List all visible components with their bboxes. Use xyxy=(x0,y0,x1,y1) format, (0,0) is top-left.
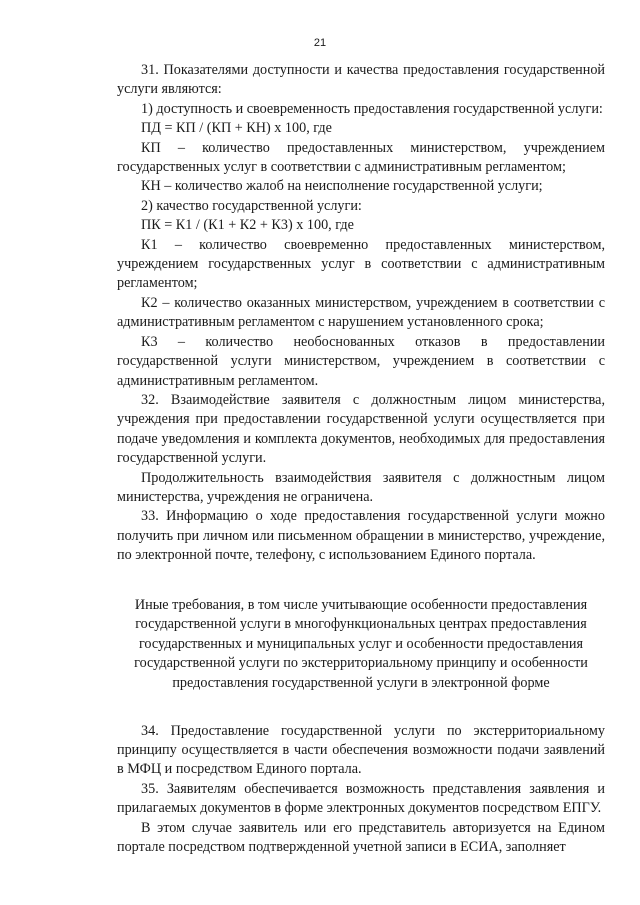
page-number: 21 xyxy=(313,37,327,49)
list-item-quality: 2) качество государственной услуги: xyxy=(141,197,362,214)
paragraph-32-duration: Продолжительность взаимодействия заявителя с должностным лицом министерства, учреждения не ограничена. xyxy=(117,469,605,505)
list-item-accessibility: 1) доступность и своевременность предоставления государственной услуги: xyxy=(141,100,603,117)
definition-kp: КП – количество предоставленных министерством, учреждением государственных услуг в соответствии с административным регламентом; xyxy=(117,139,605,176)
formula-pk: ПК = К1 / (К1 + К2 + К3) х 100, где xyxy=(141,217,354,234)
formula-pd: ПД = КП / (КП + КН) х 100, где xyxy=(141,120,332,137)
paragraph-35: 35. Заявителям обеспечивается возможность представления заявления и прилагаемых документов в форме электронных документов посредством ЕПГУ. xyxy=(117,780,605,817)
paragraph-31: 31. Показателями доступности и качества предоставления государственной услуги являются: xyxy=(117,62,605,98)
definition-k1: К1 – количество своевременно предоставленных министерством, учреждением государственных услуг в соответствии с административным регламентом; xyxy=(117,236,605,292)
document-body xyxy=(117,61,605,857)
paragraph-35-authorization: В этом случае заявитель или его представитель авторизуется на Едином портале посредством подтвержденной учетной записи в ЕСИА, заполняет xyxy=(117,819,605,855)
paragraph-33: 33. Информацию о ходе предоставления государственной услуги можно получить при личном или письменном обращении в министерство, учреждение, по электронной почте, телефону, с использованием Единого портала. xyxy=(117,508,605,564)
definition-kn: КН – количество жалоб на неисполнение государственной услуги; xyxy=(141,178,543,195)
definition-k3: К3 – количество необоснованных отказов в предоставлении государственной услуги министерством, учреждением в соответствии с административным регламентом. xyxy=(117,333,605,389)
definition-k2: К2 – количество оказанных министерством, учреждением в соответствии с административным регламентом с нарушением установленного срока; xyxy=(117,294,605,331)
paragraph-32: 32. Взаимодействие заявителя с должностным лицом министерства, учреждения при предоставлении государственной услуги осуществляется при подаче уведомления и комплекта документов, необходимых для предоставления государственной услуги. xyxy=(117,391,605,467)
section-heading: Иные требования, в том числе учитывающие особенности предоставления государственной услуги в многофункциональных центрах предоставления государственных и муниципальных услуг и особенности предоставления государственной услуги по экстерриториальному принципу и особенности предоставления государственной услуги в электронной форме xyxy=(134,596,588,691)
paragraph-34: 34. Предоставление государственной услуги по экстерриториальному принципу осуществляется в части обеспечения возможности подачи заявлений в МФЦ и посредством Единого портала. xyxy=(117,722,605,778)
